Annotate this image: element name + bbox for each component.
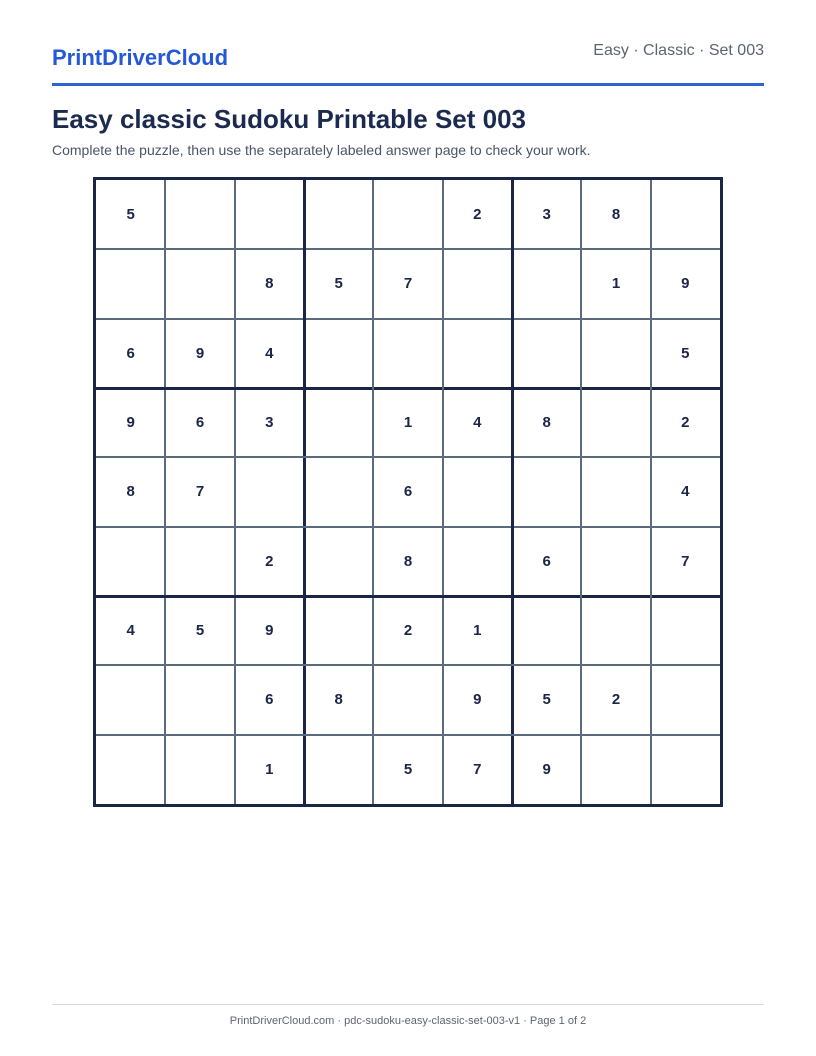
sudoku-empty-cell bbox=[373, 319, 442, 388]
sudoku-given-cell: 3 bbox=[542, 206, 551, 224]
sudoku-grid bbox=[93, 177, 723, 807]
sudoku-given-cell: 8 bbox=[126, 483, 135, 501]
sudoku-empty-cell bbox=[443, 249, 512, 318]
sudoku-given-cell: 5 bbox=[403, 760, 413, 778]
sudoku-empty-cell bbox=[512, 457, 581, 526]
sudoku-empty-cell bbox=[581, 596, 650, 665]
sudoku-given-cell: 9 bbox=[126, 414, 135, 432]
sudoku-empty-cell bbox=[304, 527, 373, 596]
sudoku-given-cell: 7 bbox=[681, 552, 690, 570]
sudoku-given-cell: 1 bbox=[403, 414, 413, 432]
brand-logo: PrintDriverCloud bbox=[52, 45, 229, 70]
sudoku-empty-cell bbox=[304, 180, 373, 249]
sudoku-empty-cell bbox=[165, 527, 234, 596]
sudoku-empty-cell bbox=[581, 527, 650, 596]
sudoku-given-cell: 9 bbox=[473, 691, 482, 709]
sudoku-empty-cell bbox=[512, 596, 581, 665]
sudoku-given-cell: 2 bbox=[265, 552, 274, 570]
sudoku-empty-cell bbox=[165, 180, 234, 249]
page-footer: PrintDriverCloud.com · pdc-sudoku-easy-classic-set-003-v1 · Page 1 of 2 bbox=[229, 1015, 587, 1027]
sudoku-given-cell: 7 bbox=[195, 483, 205, 501]
sudoku-given-cell: 5 bbox=[542, 691, 551, 709]
sudoku-given-cell: 5 bbox=[681, 344, 690, 362]
sudoku-given-cell: 9 bbox=[681, 275, 690, 293]
page-header bbox=[52, 0, 764, 86]
sudoku-given-cell: 8 bbox=[265, 275, 274, 293]
sudoku-empty-cell bbox=[304, 388, 373, 457]
sudoku-empty-cell bbox=[581, 735, 650, 804]
sudoku-given-cell: 8 bbox=[542, 414, 551, 432]
sudoku-empty-cell bbox=[304, 319, 373, 388]
sudoku-empty-cell bbox=[304, 735, 373, 804]
sudoku-given-cell: 5 bbox=[126, 206, 135, 224]
sudoku-empty-cell bbox=[165, 249, 234, 318]
footer-divider bbox=[52, 1004, 764, 1005]
sudoku-empty-cell bbox=[96, 249, 165, 318]
sudoku-given-cell: 8 bbox=[403, 552, 413, 570]
sudoku-given-cell: 1 bbox=[611, 275, 621, 293]
sudoku-empty-cell bbox=[304, 457, 373, 526]
sudoku-given-cell: 7 bbox=[473, 760, 482, 778]
sudoku-given-cell: 4 bbox=[265, 344, 274, 362]
sudoku-empty-cell bbox=[373, 665, 442, 734]
sudoku-empty-cell bbox=[235, 180, 304, 249]
sudoku-given-cell: 2 bbox=[403, 622, 413, 640]
sudoku-empty-cell bbox=[651, 665, 720, 734]
sudoku-empty-cell bbox=[651, 735, 720, 804]
sudoku-empty-cell bbox=[512, 249, 581, 318]
sudoku-empty-cell bbox=[443, 319, 512, 388]
sudoku-given-cell: 1 bbox=[265, 760, 274, 778]
sudoku-given-cell: 5 bbox=[334, 275, 343, 293]
sudoku-given-cell: 4 bbox=[126, 622, 135, 640]
sudoku-given-cell: 5 bbox=[195, 622, 205, 640]
puzzle-meta: Easy · Classic · Set 003 bbox=[593, 42, 764, 59]
page-title: Easy classic Sudoku Printable Set 003 bbox=[52, 104, 527, 134]
sudoku-empty-cell bbox=[165, 735, 234, 804]
sudoku-given-cell: 9 bbox=[265, 622, 274, 640]
sudoku-given-cell: 6 bbox=[542, 552, 551, 570]
sudoku-given-cell: 2 bbox=[611, 691, 621, 709]
sudoku-given-cell: 4 bbox=[681, 483, 690, 501]
sudoku-empty-cell bbox=[651, 596, 720, 665]
sudoku-empty-cell bbox=[581, 319, 650, 388]
sudoku-given-cell: 7 bbox=[403, 275, 413, 293]
sudoku-given-cell: 6 bbox=[403, 483, 413, 501]
sudoku-given-cell: 9 bbox=[542, 760, 551, 778]
sudoku-empty-cell bbox=[96, 735, 165, 804]
sudoku-empty-cell bbox=[512, 319, 581, 388]
sudoku-given-cell: 2 bbox=[473, 206, 482, 224]
sudoku-empty-cell bbox=[651, 180, 720, 249]
sudoku-given-cell: 6 bbox=[195, 414, 205, 432]
sudoku-empty-cell bbox=[373, 180, 442, 249]
sudoku-given-cell: 8 bbox=[611, 206, 621, 224]
sudoku-given-cell: 2 bbox=[681, 414, 690, 432]
sudoku-empty-cell bbox=[443, 457, 512, 526]
sudoku-empty-cell bbox=[304, 596, 373, 665]
sudoku-empty-cell bbox=[581, 388, 650, 457]
sudoku-empty-cell bbox=[96, 527, 165, 596]
sudoku-empty-cell bbox=[443, 527, 512, 596]
sudoku-given-cell: 1 bbox=[473, 622, 482, 640]
sudoku-given-cell: 8 bbox=[334, 691, 343, 709]
sudoku-given-cell: 6 bbox=[126, 344, 135, 362]
sudoku-given-cell: 6 bbox=[265, 691, 274, 709]
sudoku-empty-cell bbox=[165, 665, 234, 734]
sudoku-empty-cell bbox=[581, 457, 650, 526]
page-subtitle: Complete the puzzle, then use the separately labeled answer page to check your work. bbox=[52, 142, 591, 158]
sudoku-given-cell: 3 bbox=[265, 414, 274, 432]
sudoku-empty-cell bbox=[235, 457, 304, 526]
sudoku-given-cell: 9 bbox=[195, 344, 205, 362]
sudoku-empty-cell bbox=[96, 665, 165, 734]
sudoku-given-cell: 4 bbox=[473, 414, 482, 432]
